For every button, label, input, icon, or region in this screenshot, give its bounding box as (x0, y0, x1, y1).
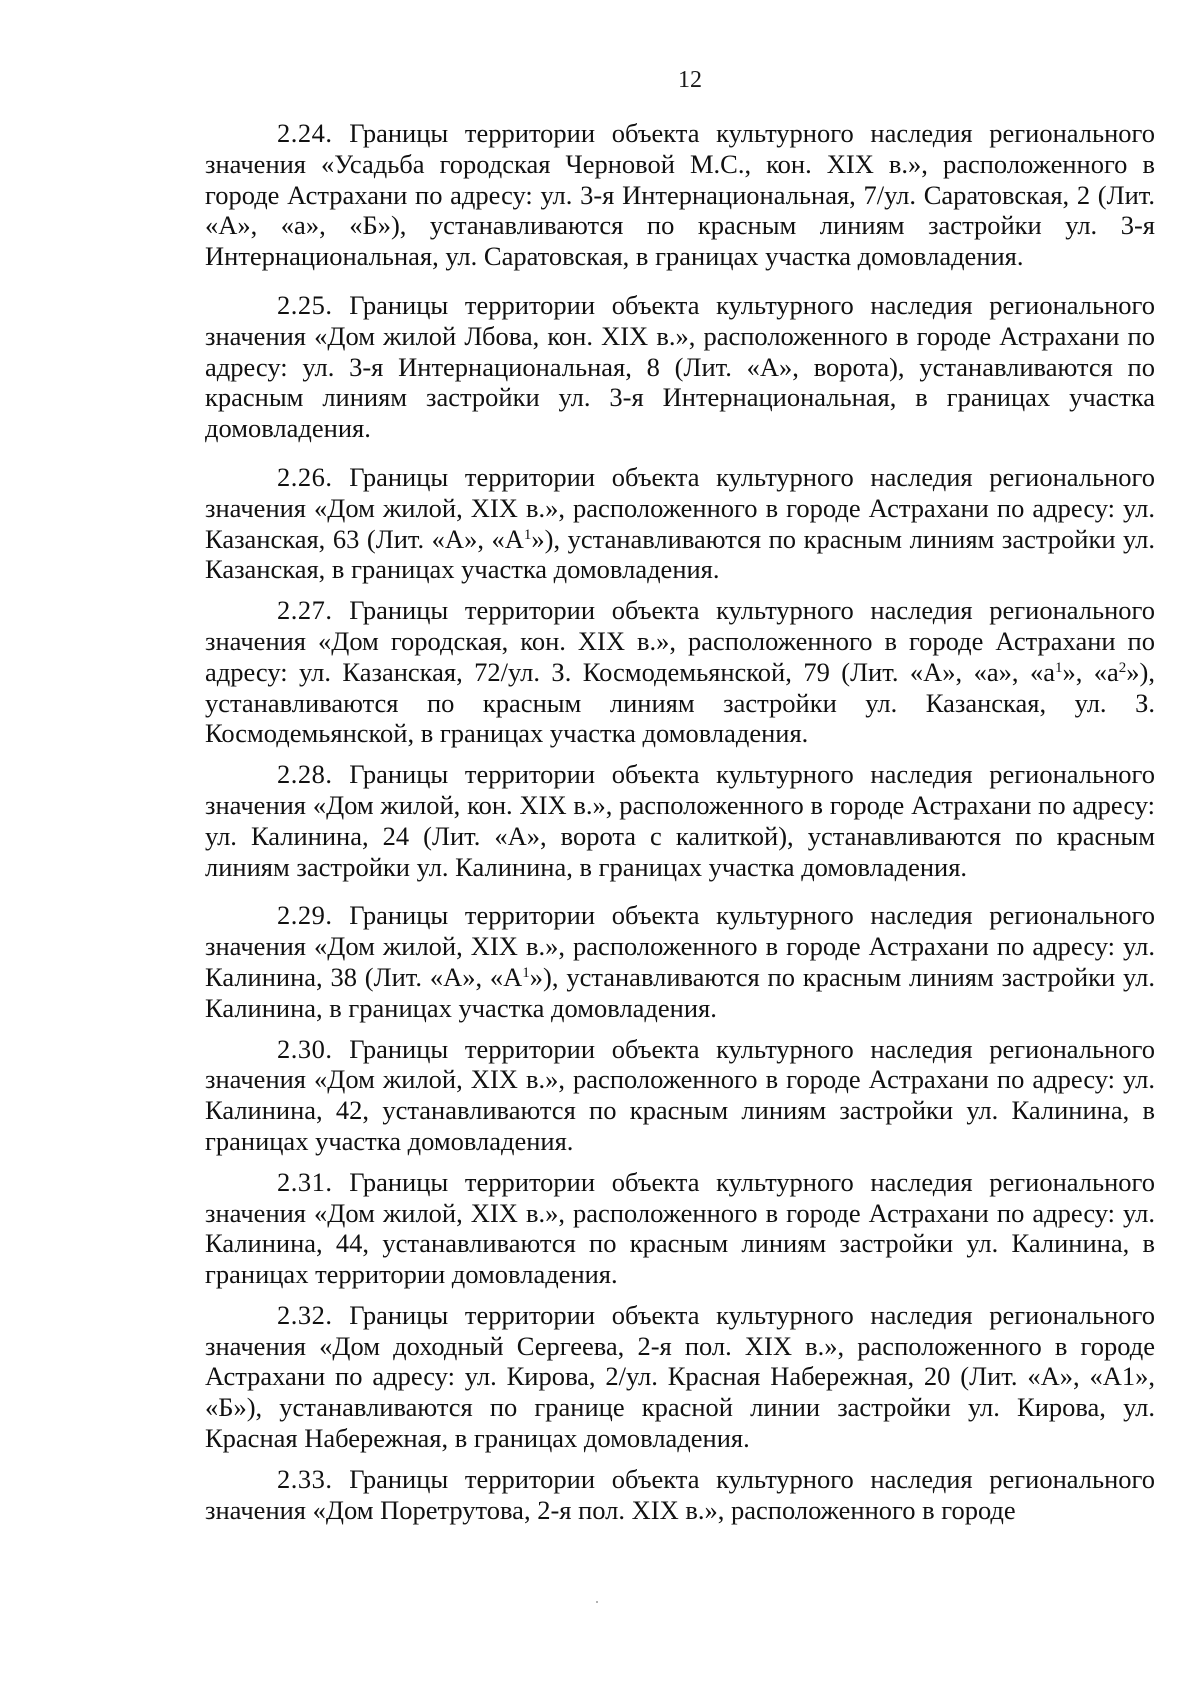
clause (205, 1034, 1155, 1157)
clause-number: 2.25. (277, 289, 333, 320)
clause-text: »), устанавливаются по красным линиям застройки ул. Казанская, в границах участка домовладения. (205, 523, 1155, 585)
clause (205, 759, 1155, 882)
clause-number: 2.27. (277, 595, 333, 626)
clause-number: 2.29. (277, 900, 333, 931)
clause (205, 595, 1155, 749)
clause-text: », «а (1062, 656, 1119, 687)
superscript-index: 1 (1054, 659, 1063, 676)
page-number: 12 (678, 67, 702, 93)
clause-number: 2.28. (277, 759, 333, 790)
clause-text: »), устанавливаются по красным линиям застройки ул. Казанская, ул. З. Космодемьянской, в границах участка домовладения. (205, 656, 1155, 749)
clause-number: 2.31. (277, 1166, 333, 1197)
clause-text: Границы территории объекта культурного наследия регионального значения «Дом жилой, XIX в.», расположенного в городе Астрахани по адресу: ул. Казанская, 63 (Лит. «А», «А (205, 461, 1155, 554)
superscript-index: 1 (522, 964, 530, 981)
clause-text: Границы территории объекта культурного наследия регионального значения «Дом городская, кон. XIX в.», расположенного в городе Астрахани по адресу: ул. Казанская, 72/ул. З. Космодемьянской, 79 (Лит. «А», «а», «а (205, 595, 1155, 687)
clause (205, 1167, 1155, 1290)
clause-text: Границы территории объекта культурного наследия регионального значения «Дом жилой Лбова, кон. XIX в.», расположенного в городе Астрахани по адресу: ул. 3-я Интернациональная, 8 (Лит. «А», ворота), устанавливаются по красным линиям застройки ул. 3-я Интернациональная, в границах участка домовладения. (205, 289, 1155, 444)
clause (205, 1300, 1155, 1454)
clause-text: Границы территории объекта культурного наследия регионального значения «Дом Поретрутова, 2-я пол. XIX в.», расположенного в городе (205, 1463, 1155, 1525)
clause-text: Границы территории объекта культурного наследия регионального значения «Дом жилой, XIX в.», расположенного в городе Астрахани по адресу: ул. Калинина, 42, устанавливаются по красным линиям застройки ул. Калинина, в границах участка домовладения. (205, 1033, 1155, 1156)
scan-speck (596, 1601, 598, 1603)
clause-number: 2.24. (277, 118, 333, 148)
clause-text: »), устанавливаются по красным линиям застройки ул. Калинина, в границах участка домовладения. (205, 961, 1155, 1023)
document-body (205, 118, 1155, 1535)
clause-text: Границы территории объекта культурного наследия регионального значения «Дом доходный Сергеева, 2-я пол. XIX в.», расположенного в городе Астрахани по адресу: ул. Кирова, 2/ул. Красная Набережная, 20 (Лит. «А», «А1», «Б»), устанавливаются по границе красной линии застройки ул. Кирова, ул. Красная Набережная, в границах домовладения. (205, 1299, 1155, 1454)
superscript-index: 1 (523, 526, 532, 543)
clause-number: 2.26. (277, 461, 333, 492)
clause-number: 2.30. (277, 1033, 333, 1064)
clause (205, 1464, 1155, 1526)
superscript-index: 2 (1118, 659, 1127, 676)
clause (205, 290, 1155, 444)
clause-text: Границы территории объекта культурного наследия регионального значения «Дом жилой, XIX в.», расположенного в городе Астрахани по адресу: ул. Калинина, 38 (Лит. «А», «А (205, 900, 1155, 992)
clause-text: Границы территории объекта культурного наследия регионального значения «Усадьба городская Черновой М.С., кон. XIX в.», расположенного в городе Астрахани по адресу: ул. 3-я Интернациональная, 7/ул. Саратовская, 2 (Лит. «А», «а», «Б»), устанавливаются по красным линиям застройки ул. 3-я Интернациональная, ул. Саратовская, в границах участка домовладения. (205, 118, 1155, 272)
clause (205, 118, 1155, 272)
clause-text: Границы территории объекта культурного наследия регионального значения «Дом жилой, кон. XIX в.», расположенного в городе Астрахани по адресу: ул. Калинина, 24 (Лит. «А», ворота с калиткой), устанавливаются по красным линиям застройки ул. Калинина, в границах участка домовладения. (205, 759, 1155, 882)
clause-number: 2.33. (277, 1463, 333, 1494)
clause (205, 462, 1155, 585)
clause-text: Границы территории объекта культурного наследия регионального значения «Дом жилой, XIX в.», расположенного в городе Астрахани по адресу: ул. Калинина, 44, устанавливаются по красным линиям застройки ул. Калинина, в границах территории домовладения. (205, 1166, 1155, 1290)
clause (205, 900, 1155, 1023)
clause-number: 2.32. (277, 1299, 333, 1330)
